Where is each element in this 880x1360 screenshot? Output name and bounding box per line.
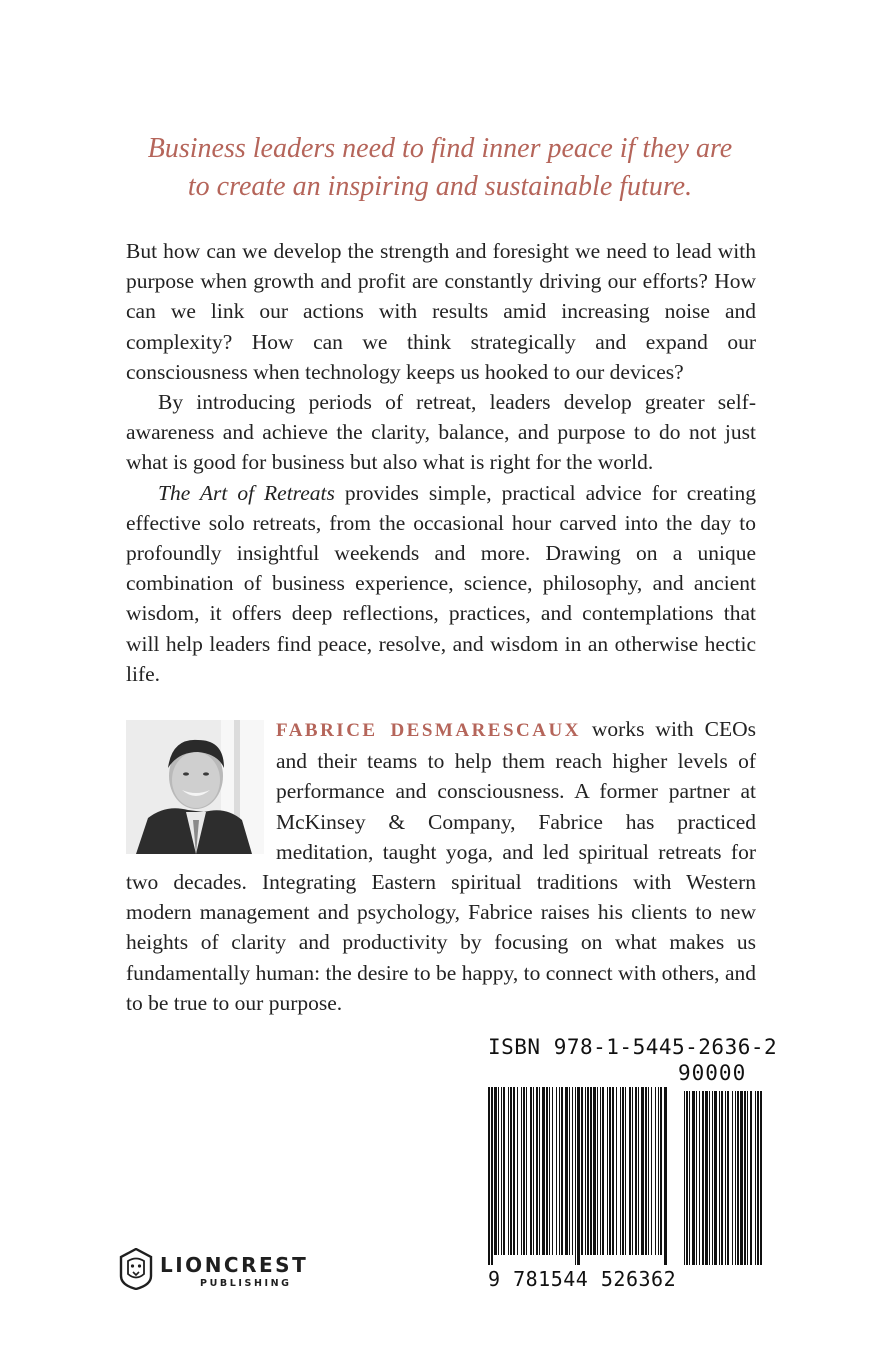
barcode-bar bbox=[600, 1087, 601, 1255]
description-paragraph-1: But how can we develop the strength and foresight we need to lead with purpose when growth and profit are constantly driving our efforts? How can we link our actions with results amid increasing noise and complexity? How can we think strategically and expand our consciousness when technology keeps us hooked to our devices? bbox=[126, 239, 756, 384]
barcode-bar bbox=[556, 1087, 557, 1255]
barcode-bar bbox=[491, 1087, 493, 1265]
barcode-bar bbox=[616, 1087, 617, 1255]
barcode-bar bbox=[612, 1087, 614, 1255]
book-description bbox=[126, 236, 756, 689]
barcode-bar bbox=[632, 1087, 633, 1255]
barcode-bar bbox=[521, 1087, 522, 1255]
barcode-bars bbox=[488, 1087, 764, 1265]
barcode-bar bbox=[517, 1087, 518, 1255]
barcode-bar bbox=[523, 1087, 525, 1255]
barcode-bar bbox=[625, 1087, 626, 1255]
addon-barcode-bar bbox=[725, 1091, 726, 1265]
addon-barcode-bar bbox=[732, 1091, 733, 1265]
addon-barcode-bar bbox=[719, 1091, 720, 1265]
barcode-bar bbox=[539, 1087, 540, 1255]
addon-barcode-bar bbox=[699, 1091, 700, 1265]
addon-barcode-bar bbox=[696, 1091, 697, 1265]
addon-barcode-bar bbox=[760, 1091, 762, 1265]
author-portrait-image bbox=[126, 720, 264, 854]
publisher-logo bbox=[118, 1248, 318, 1294]
addon-barcode-bar bbox=[757, 1091, 759, 1265]
barcode-bar bbox=[503, 1087, 505, 1255]
barcode-bar bbox=[587, 1087, 589, 1255]
addon-barcode-bar bbox=[744, 1091, 746, 1265]
addon-barcode-bar bbox=[702, 1091, 704, 1265]
barcode-bar bbox=[575, 1087, 576, 1265]
isbn-barcode bbox=[488, 1035, 778, 1297]
addon-barcode-bar bbox=[747, 1091, 748, 1265]
addon-barcode-bar bbox=[755, 1091, 756, 1265]
barcode-bar bbox=[569, 1087, 570, 1255]
barcode-bar bbox=[641, 1087, 644, 1255]
addon-barcode-bar bbox=[686, 1091, 688, 1265]
addon-barcode-bar bbox=[727, 1091, 729, 1265]
addon-barcode-bar bbox=[740, 1091, 743, 1265]
barcode-bar bbox=[648, 1087, 649, 1255]
barcode-bar bbox=[498, 1087, 499, 1255]
book-title: The Art of Retreats bbox=[158, 480, 335, 505]
author-bio bbox=[126, 714, 756, 1018]
barcode-bar bbox=[533, 1087, 534, 1255]
addon-barcode-bar bbox=[692, 1091, 695, 1265]
barcode-bar bbox=[530, 1087, 532, 1255]
isbn-label: ISBN 978-1-5445-2636-2 bbox=[488, 1035, 778, 1059]
description-paragraph-3 bbox=[126, 478, 756, 689]
barcode-bar bbox=[609, 1087, 611, 1255]
addon-barcode-bar bbox=[737, 1091, 739, 1265]
barcode-bar bbox=[577, 1087, 580, 1265]
barcode-bar bbox=[645, 1087, 647, 1255]
addon-barcode-bar bbox=[750, 1091, 752, 1265]
barcode-bar bbox=[620, 1087, 621, 1255]
description-paragraph-3-text: provides simple, practical advice for creating effective solo retreats, from the occasional hour carved into the day to profoundly insightful weekends and more. Drawing on a unique combination of business experience, science, philosophy, and ancient wisdom, it offers deep reflections, practices, and contemplations that will help leaders find peace, resolve, and wisdom in an otherwise hectic life. bbox=[126, 480, 756, 686]
barcode-bar bbox=[546, 1087, 548, 1255]
tagline-line-2: to create an inspiring and sustainable future. bbox=[187, 171, 693, 202]
author-name: FABRICE DESMARESCAUX bbox=[276, 720, 581, 741]
author-photo bbox=[126, 720, 264, 854]
barcode-bar bbox=[590, 1087, 592, 1255]
barcode-bar bbox=[658, 1087, 659, 1255]
author-bio-text: works with CEOs and their teams to help them reach higher levels of performance and consciousness. A former partner at McKinsey & Company, Fabrice has practiced meditation, taught yoga, and led spiritual retreats for two decades. Integrating Eastern spiritual traditions with Western modern management and psychology, Fabrice raises his clients to new heights of clarity and productivity by focusing on what makes us fundamentally human: the desire to be happy, to connect with others, and to be true to our purpose. bbox=[126, 717, 756, 1015]
barcode-bar bbox=[488, 1087, 490, 1265]
addon-barcode-bar bbox=[714, 1091, 717, 1265]
barcode-bar bbox=[638, 1087, 639, 1255]
barcode-bar bbox=[549, 1087, 550, 1255]
publisher-name: LIONCREST bbox=[160, 1253, 309, 1277]
barcode-bar bbox=[622, 1087, 624, 1255]
barcode-bar bbox=[635, 1087, 637, 1255]
barcode-bar bbox=[513, 1087, 515, 1255]
addon-barcode-bar bbox=[684, 1091, 685, 1265]
description-paragraph-2: By introducing periods of retreat, leaders develop greater self-awareness and achieve the clarity, balance, and purpose to do not just what is good for business but also what is right for the world. bbox=[126, 390, 756, 475]
barcode-bar bbox=[536, 1087, 538, 1255]
barcode-bar bbox=[526, 1087, 527, 1255]
barcode-bar bbox=[651, 1087, 652, 1255]
barcode-bar bbox=[510, 1087, 512, 1255]
tagline-line-1: Business leaders need to find inner peace if they are bbox=[147, 133, 733, 164]
addon-barcode-bar bbox=[735, 1091, 736, 1265]
barcode-bar bbox=[660, 1087, 662, 1255]
addon-barcode-bar bbox=[721, 1091, 723, 1265]
addon-barcode-bar bbox=[689, 1091, 690, 1265]
barcode-bar bbox=[542, 1087, 545, 1255]
barcode-bar bbox=[602, 1087, 604, 1255]
barcode-bar bbox=[655, 1087, 656, 1255]
barcode-bar bbox=[565, 1087, 568, 1255]
barcode-bar bbox=[593, 1087, 596, 1255]
barcode-bar bbox=[561, 1087, 563, 1255]
barcode-bar bbox=[664, 1087, 667, 1265]
barcode-bar bbox=[629, 1087, 631, 1255]
barcode-bar bbox=[607, 1087, 608, 1255]
barcode-bar bbox=[572, 1087, 573, 1255]
addon-barcode-bar bbox=[705, 1091, 708, 1265]
barcode-bar bbox=[581, 1087, 583, 1255]
barcode-bar bbox=[494, 1087, 497, 1255]
barcode-bar bbox=[501, 1087, 502, 1255]
barcode-bar bbox=[585, 1087, 586, 1255]
addon-barcode-bar bbox=[712, 1091, 713, 1265]
barcode-bar bbox=[552, 1087, 553, 1255]
barcode-bar bbox=[508, 1087, 509, 1255]
price-code: 90000 bbox=[678, 1061, 747, 1085]
barcode-bar bbox=[559, 1087, 560, 1255]
barcode-bar bbox=[597, 1087, 598, 1255]
lion-head-icon bbox=[118, 1248, 154, 1290]
publisher-subtitle: PUBLISHING bbox=[200, 1278, 292, 1289]
addon-barcode-bar bbox=[709, 1091, 710, 1265]
tagline bbox=[100, 130, 780, 206]
barcode-digits: 9 781544 526362 bbox=[488, 1267, 677, 1291]
